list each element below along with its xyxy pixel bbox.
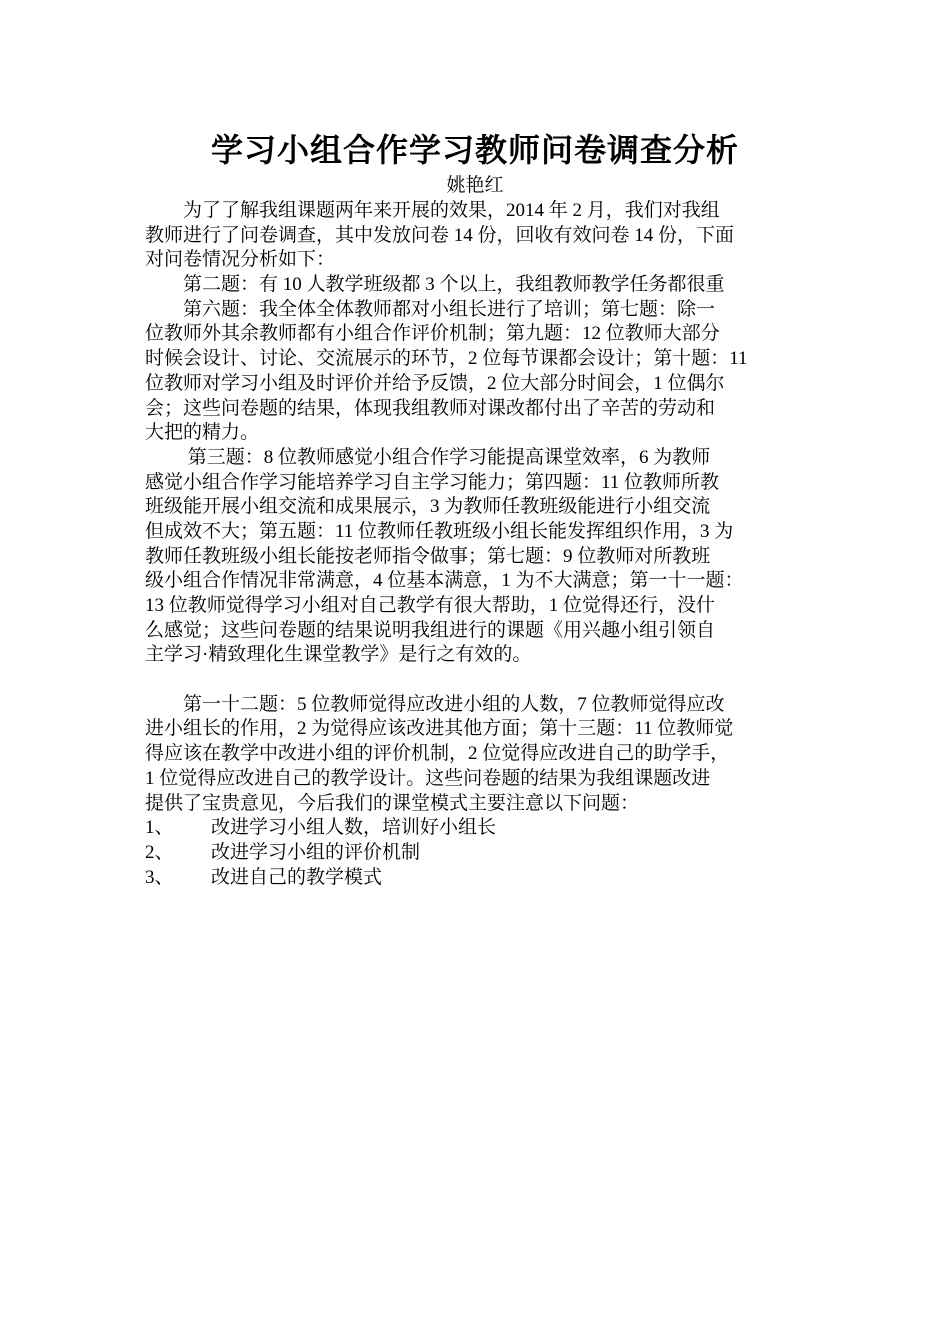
list-item [145,841,815,866]
list-item [145,866,815,891]
text-line: 第一十二题：5 位教师觉得应改进小组的人数，7 位教师觉得应改 [145,693,725,715]
text-line: 级小组合作情况非常满意，4 位基本满意，1 为不大满意；第一十一题： [145,570,744,592]
list-item-number: 3、 [145,866,174,888]
text-line: 但成效不大；第五题：11 位教师任教班级小组长能发挥组织作用，3 为 [145,520,734,542]
text-line: 么感觉；这些问卷题的结果说明我组进行的课题《用兴趣小组引领自 [145,619,716,641]
list-item-number: 2、 [145,841,174,863]
text-line: 第二题：有 10 人教学班级都 3 个以上，我组教师教学任务都很重 [145,274,725,296]
text-line: 主学习·精致理化生课堂教学》是行之有效的。 [145,644,532,666]
document-body [145,199,815,890]
paragraph-intro [145,199,815,273]
text-line: 第六题：我全体全体教师都对小组长进行了培训；第七题：除一 [145,298,716,320]
text-line: 对问卷情况分析如下： [145,249,336,271]
improvement-list [145,816,815,890]
list-item-text: 改进自己的教学模式 [211,866,383,888]
text-line: 教师进行了问卷调查，其中发放问卷 14 份，回收有效问卷 14 份，下面 [145,224,735,246]
text-line: 位教师对学习小组及时评价并给予反馈，2 位大部分时间会，1 位偶尔 [145,372,725,394]
text-line: 1 位觉得应改进自己的教学设计。这些问卷题的结果为我组课题改进 [145,767,711,789]
text-line: 提供了宝贵意见，今后我们的课堂模式主要注意以下问题： [145,792,640,814]
list-item-number: 1、 [145,817,174,839]
list-item-text: 改进学习小组人数，培训好小组长 [211,817,497,839]
document-title: 学习小组合作学习教师问卷调查分析 [210,132,739,168]
list-item-text: 改进学习小组的评价机制 [211,841,421,863]
text-line: 13 位教师觉得学习小组对自己教学有很大帮助，1 位觉得还行，没什 [145,595,716,616]
text-line: 得应该在教学中改进小组的评价机制，2 位觉得应改进自己的助学手， [145,743,730,765]
paragraph-question-2 [145,273,815,298]
text-line: 班级能开展小组交流和成果展示，3 为教师任教班级能进行小组交流 [145,496,711,518]
text-line: 第三题：8 位教师感觉小组合作学习能提高课堂效率，6 为教师 [145,446,711,468]
text-line: 感觉小组合作学习能培养学习自主学习能力；第四题：11 位教师所教 [145,471,720,493]
paragraph-questions-12-13 [145,693,815,816]
text-line: 大把的精力。 [145,422,260,444]
text-line: 教师任教班级小组长能按老师指令做事；第七题：9 位教师对所教班 [145,545,711,567]
text-line: 位教师外其余教师都有小组合作评价机制；第九题：12 位教师大部分 [145,323,720,345]
paragraph-questions-6-10 [145,298,815,446]
document-author: 姚艳红 [446,175,504,196]
text-line: 进小组长的作用，2 为觉得应该改进其他方面；第十三题：11 位教师觉 [145,718,734,740]
paragraph-questions-3-11 [145,446,815,668]
text-line: 时候会设计、讨论、交流展示的环节，2 位每节课都会设计；第十题：11 [145,348,748,370]
list-item [145,816,815,841]
text-line: 会；这些问卷题的结果，体现我组教师对课改都付出了辛苦的劳动和 [145,397,716,419]
text-line: 为了了解我组课题两年来开展的效果，2014 年 2 月，我们对我组 [145,200,720,221]
blank-line [145,668,815,693]
